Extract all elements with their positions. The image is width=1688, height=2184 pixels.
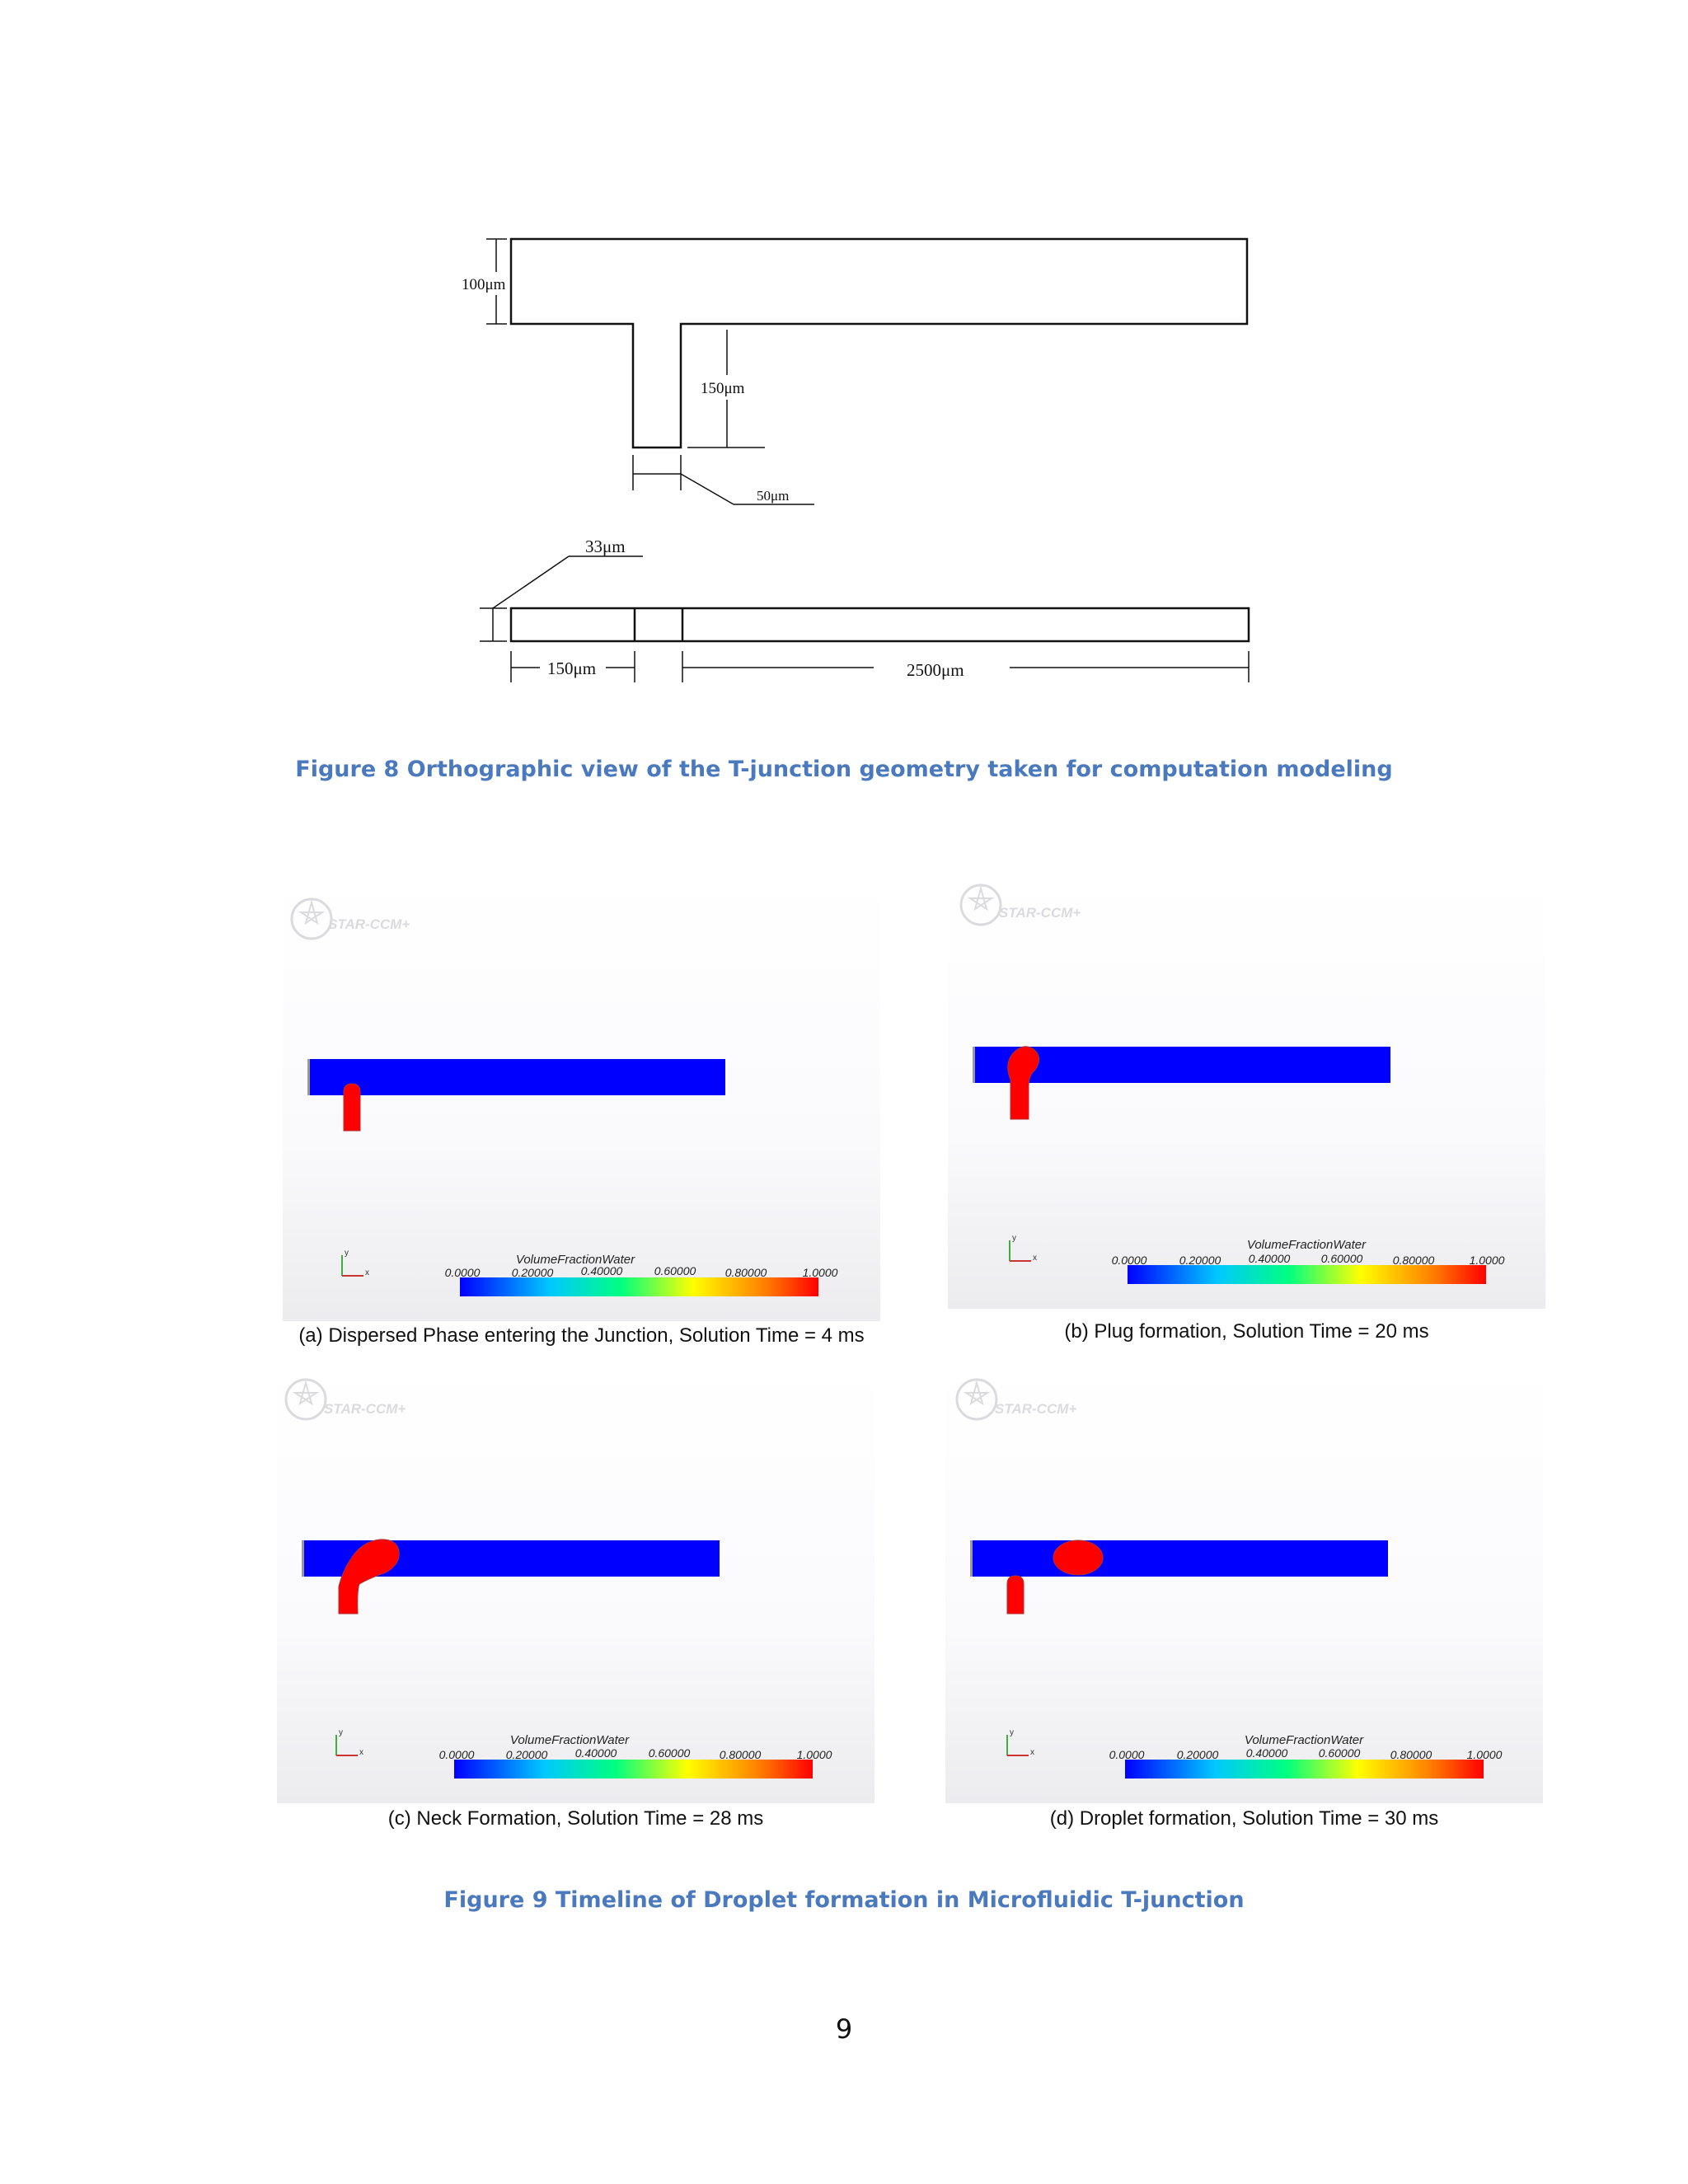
panel-c-caption: (c) Neck Formation, Solution Time = 28 ms: [387, 1807, 764, 1830]
star-ccm-logo-text: STAR-CCM+: [999, 905, 1081, 921]
colorbar-tick: 1.0000: [1469, 1254, 1505, 1267]
dispersed-phase: [344, 1084, 360, 1131]
colorbar-tick: 0.40000: [574, 1746, 617, 1760]
colorbar-tick: 0.60000: [654, 1264, 696, 1277]
svg-text:y: y: [1012, 1234, 1016, 1243]
colorbar-tick: 0.80000: [1392, 1254, 1435, 1267]
panel-d-simulation: [945, 1368, 1543, 1803]
dim-channel-width: 100μm: [462, 276, 506, 293]
dim-inlet-width: 50μm: [757, 488, 790, 504]
dim-depth: 33μm: [585, 537, 626, 556]
star-ccm-logo-text: STAR-CCM+: [328, 916, 410, 932]
colorbar-tick: 0.80000: [724, 1266, 767, 1279]
star-ccm-logo: [961, 885, 1081, 925]
star-ccm-logo-text: STAR-CCM+: [324, 1401, 406, 1417]
colorbar: [454, 1760, 813, 1779]
panel-c-simulation: [277, 1368, 874, 1803]
colorbar-tick: 1.0000: [1466, 1748, 1503, 1761]
svg-text:x: x: [1033, 1254, 1037, 1263]
colorbar-tick: 0.0000: [1111, 1254, 1147, 1267]
colorbar-tick: 0.40000: [1248, 1252, 1291, 1265]
main-channel: [309, 1059, 725, 1095]
panel-a-plot: [283, 878, 880, 1321]
t-junction-geometry-diagram: [445, 223, 1269, 701]
axis-triad: [342, 1249, 369, 1277]
main-channel: [972, 1540, 1388, 1577]
star-ccm-logo: [292, 899, 410, 939]
colorbar-tick: 0.40000: [1245, 1746, 1288, 1760]
colorbar-title: VolumeFractionWater: [509, 1733, 630, 1747]
axis-triad: [1007, 1728, 1034, 1757]
panel-d-plot: [945, 1368, 1543, 1803]
colorbar-tick: 0.0000: [438, 1748, 475, 1761]
colorbar: [1128, 1265, 1486, 1284]
figure-9-caption: Figure 9 Timeline of Droplet formation in Microfluidic T-junction: [443, 1887, 1245, 1913]
panel-a-simulation: [283, 878, 880, 1321]
svg-text:y: y: [345, 1249, 349, 1258]
colorbar-tick: 0.20000: [511, 1266, 554, 1279]
svg-text:y: y: [1010, 1728, 1014, 1737]
dim-inlet-length: 150μm: [701, 380, 745, 397]
svg-text:y: y: [339, 1728, 343, 1737]
colorbar-tick: 1.0000: [802, 1266, 838, 1279]
top-view-outline: [511, 239, 1247, 448]
panel-b-plot: [948, 878, 1545, 1309]
colorbar-title: VolumeFractionWater: [515, 1253, 635, 1267]
panel-d-caption: (d) Droplet formation, Solution Time = 30 ms: [1049, 1807, 1439, 1830]
panel-c-plot: [277, 1368, 874, 1803]
page-number: 9: [835, 2013, 853, 2045]
colorbar-tick: 1.0000: [796, 1748, 832, 1761]
colorbar-tick: 0.0000: [444, 1266, 481, 1279]
colorbar-tick: 0.40000: [580, 1264, 623, 1277]
colorbar-tick: 0.80000: [719, 1748, 762, 1761]
dim-main-length: 2500μm: [907, 660, 964, 680]
colorbar-tick: 0.0000: [1109, 1748, 1145, 1761]
panel-b-simulation: [948, 878, 1545, 1309]
side-view-outline: [511, 608, 1249, 641]
colorbar-tick: 0.20000: [1176, 1748, 1219, 1761]
inlet-phase: [1007, 1576, 1024, 1614]
star-ccm-logo-text: STAR-CCM+: [995, 1401, 1077, 1417]
panel-a-caption: (a) Dispersed Phase entering the Junction, Solution Time = 4 ms: [298, 1324, 865, 1347]
colorbar: [1125, 1760, 1484, 1779]
svg-text:x: x: [1030, 1748, 1034, 1757]
axis-triad: [336, 1728, 363, 1757]
colorbar-tick: 0.20000: [1179, 1254, 1221, 1267]
star-ccm-logo: [286, 1380, 406, 1419]
colorbar-tick: 0.20000: [505, 1748, 548, 1761]
panel-b-caption: (b) Plug formation, Solution Time = 20 ms: [1064, 1320, 1429, 1343]
star-ccm-logo: [957, 1380, 1076, 1419]
colorbar: [460, 1277, 818, 1296]
colorbar-tick: 0.60000: [1320, 1252, 1363, 1265]
axis-triad: [1010, 1234, 1037, 1263]
svg-text:x: x: [359, 1748, 363, 1757]
colorbar-tick: 0.60000: [648, 1746, 691, 1760]
colorbar-title: VolumeFractionWater: [1246, 1238, 1367, 1252]
colorbar-title: VolumeFractionWater: [1244, 1733, 1364, 1747]
colorbar-tick: 0.80000: [1390, 1748, 1432, 1761]
droplet: [1053, 1540, 1103, 1575]
dim-left-length: 150μm: [547, 658, 597, 678]
svg-text:x: x: [365, 1268, 369, 1277]
figure-8-caption: Figure 8 Orthographic view of the T-junction geometry taken for computation modeling: [295, 757, 1393, 782]
colorbar-tick: 0.60000: [1318, 1746, 1361, 1760]
